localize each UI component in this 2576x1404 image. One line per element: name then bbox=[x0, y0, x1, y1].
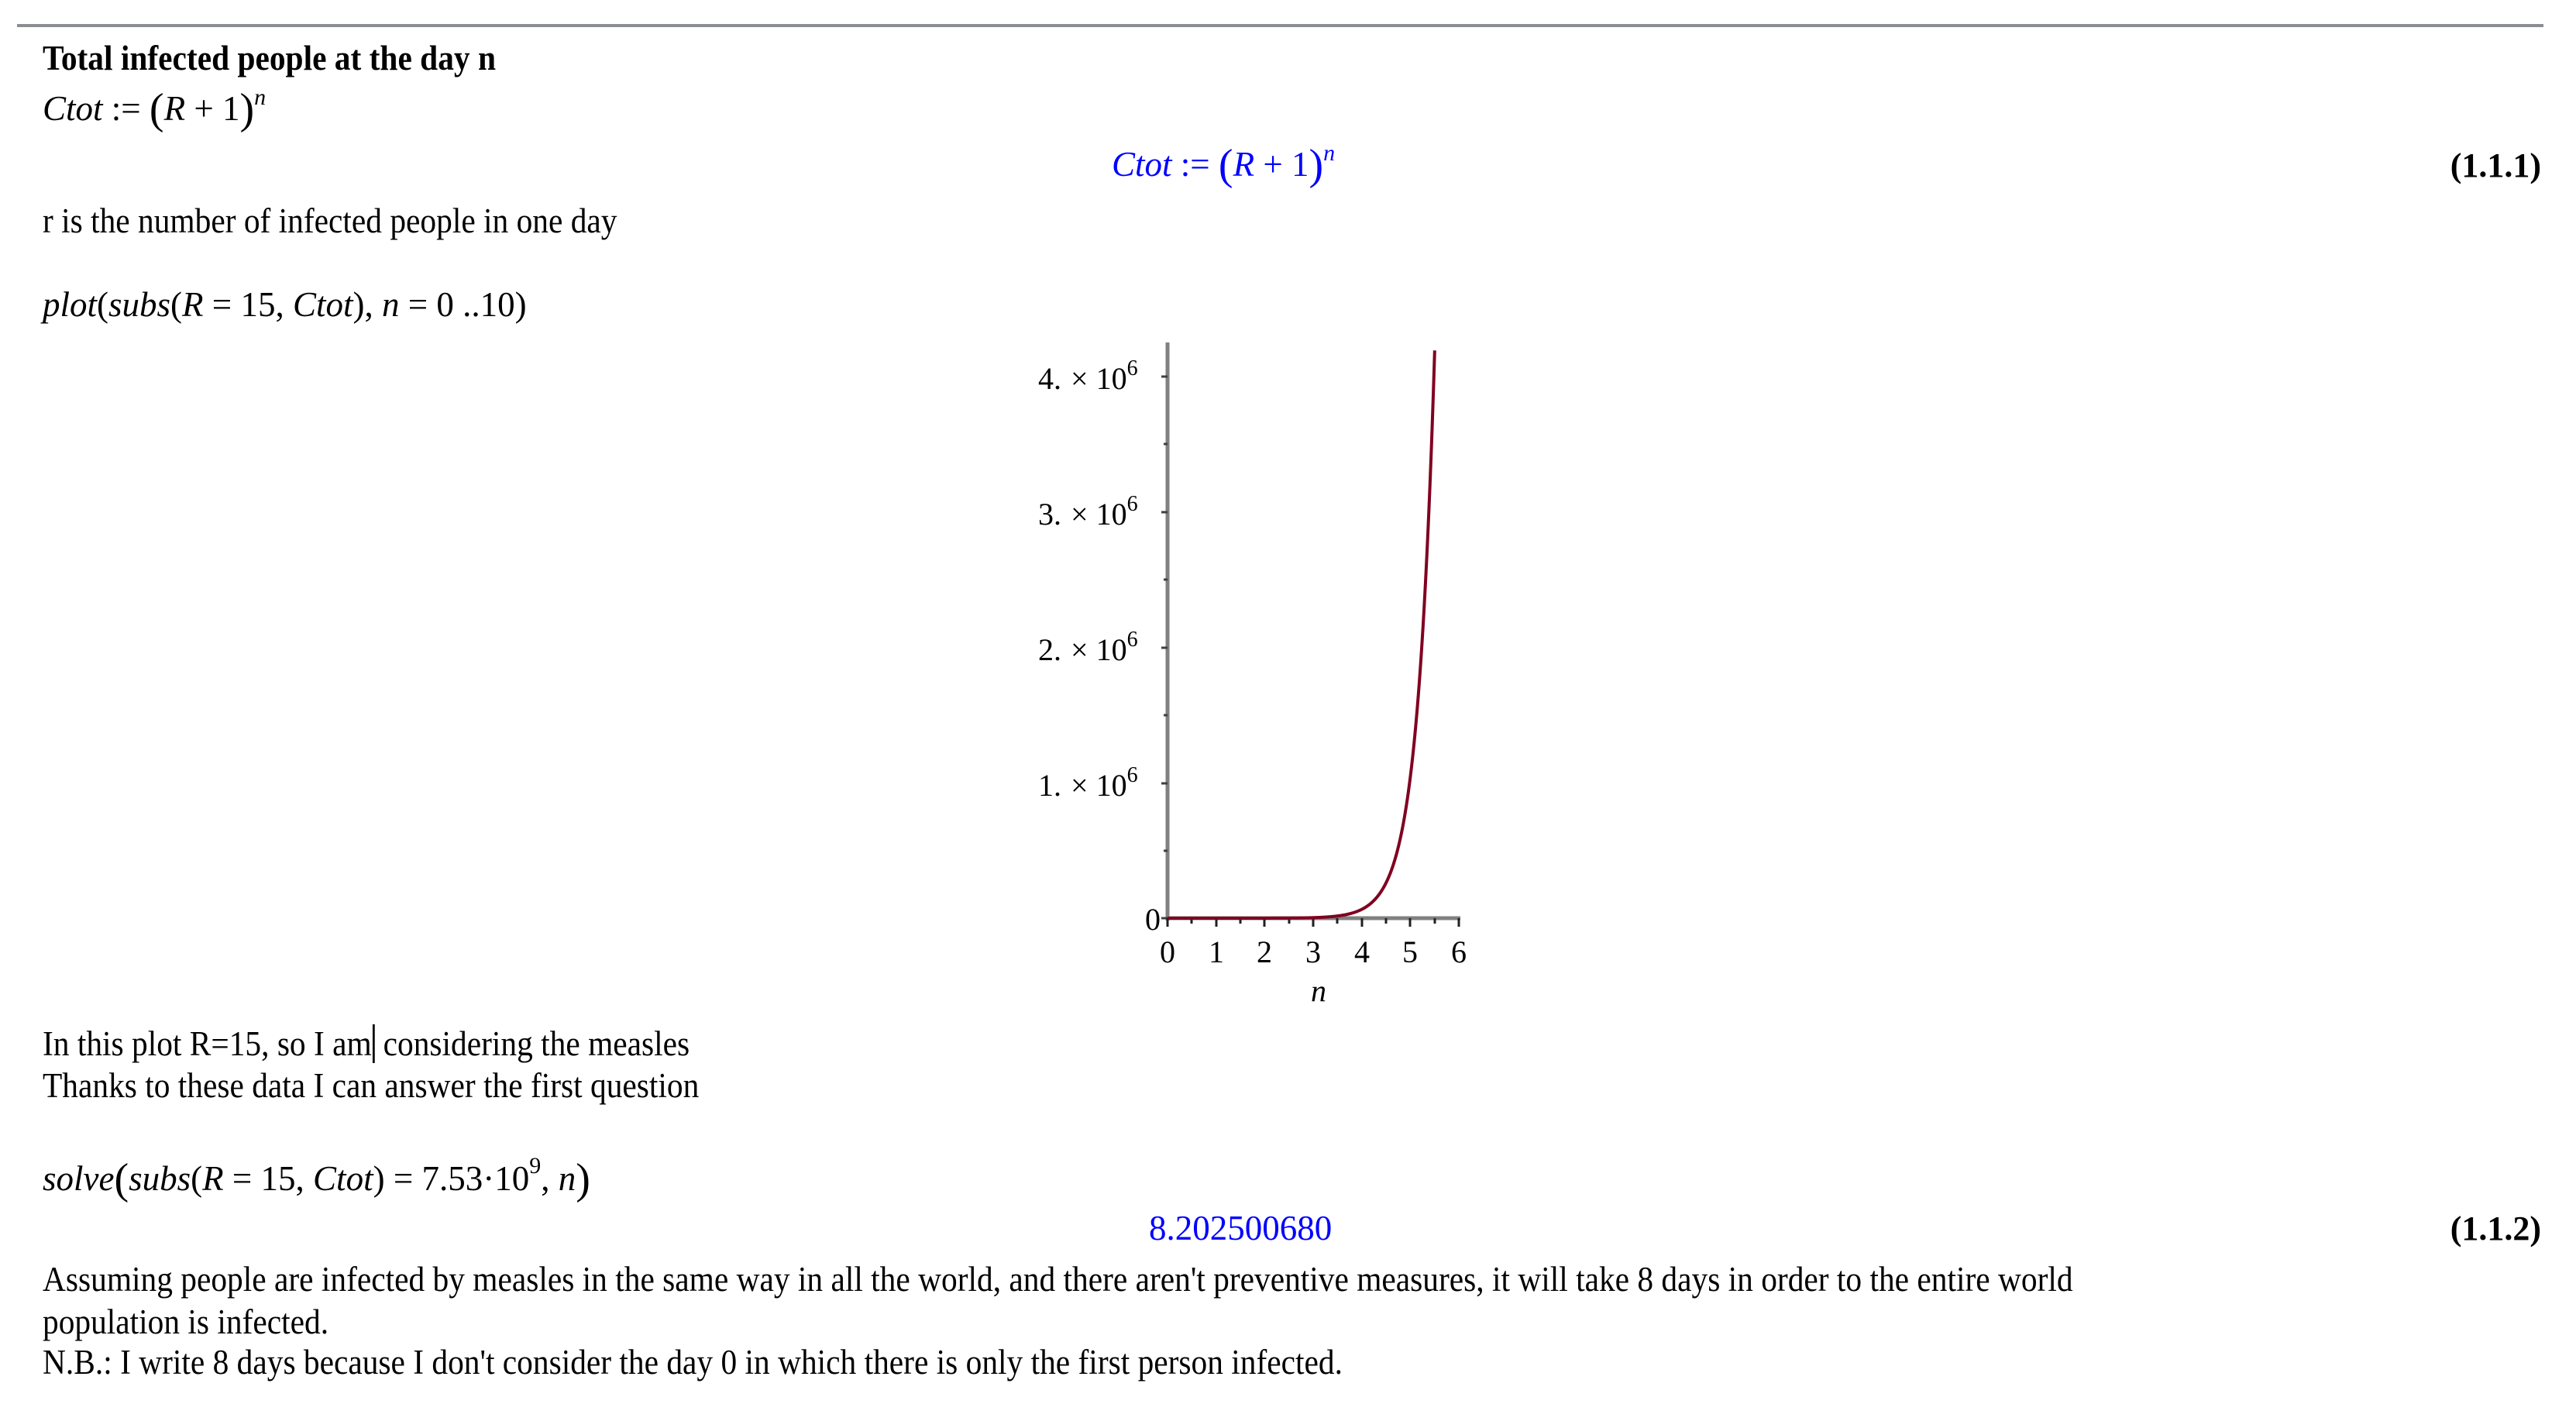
svg-text:1: 1 bbox=[1209, 934, 1224, 969]
output-ctot-definition bbox=[1112, 140, 1336, 190]
equation-label-1-1-1: (1.1.1) bbox=[2450, 146, 2541, 184]
exponent-n: n bbox=[1323, 140, 1336, 166]
conclusion-note: N.B.: I write 8 days because I don't consider the day 0 in which there is only the first person infected. bbox=[43, 1343, 1343, 1382]
close-paren: ) bbox=[1309, 141, 1324, 189]
plus-operator: + bbox=[194, 89, 214, 128]
close-paren: ) bbox=[576, 1155, 590, 1203]
assign-operator: := bbox=[1180, 145, 1210, 184]
exponential-growth-chart bbox=[1007, 325, 1503, 1023]
input-plot-command[interactable] bbox=[43, 284, 527, 325]
svg-text:6: 6 bbox=[1451, 934, 1467, 969]
open-paren: ( bbox=[191, 1159, 203, 1198]
svg-text:2: 2 bbox=[1257, 934, 1272, 969]
ctot-symbol: Ctot bbox=[292, 285, 353, 324]
ctot-symbol: Ctot bbox=[1112, 145, 1172, 184]
r-value: 15, bbox=[240, 285, 284, 324]
equals-operator: = bbox=[393, 1159, 414, 1198]
open-paren: ( bbox=[149, 85, 164, 133]
svg-text:0: 0 bbox=[1145, 902, 1161, 937]
conclusion-line-1: Assuming people are infected by measles in the same way in all the world, and there aren't preventive measures, it will take 8 days in order to the entire world bbox=[43, 1260, 2073, 1299]
svg-text:4: 4 bbox=[1354, 934, 1370, 969]
n-symbol: n bbox=[381, 285, 400, 324]
svg-text:0: 0 bbox=[1160, 934, 1175, 969]
text-line: In this plot R=15, so I am bbox=[43, 1024, 372, 1063]
text-cursor bbox=[373, 1024, 375, 1063]
close-paren: ) bbox=[239, 85, 255, 133]
conclusion-line-2: population is infected. bbox=[43, 1302, 329, 1341]
n-range: 0 ..10 bbox=[436, 285, 515, 324]
r-value: 15, bbox=[260, 1159, 304, 1198]
text-plot-explanation[interactable] bbox=[43, 1023, 690, 1065]
plot-function: plot bbox=[43, 285, 98, 324]
text-line: considering the measles bbox=[375, 1024, 690, 1063]
svg-text:3.×106: 3. × $10^6$ bbox=[1038, 492, 1138, 532]
r-symbol: R bbox=[202, 1159, 224, 1198]
exponent-n: n bbox=[254, 84, 267, 110]
subs-function: subs bbox=[108, 285, 171, 324]
solve-function: solve bbox=[43, 1159, 115, 1198]
comma: , bbox=[541, 1159, 550, 1198]
output-solve-result: 8.202500680 bbox=[1149, 1209, 1333, 1247]
equals-operator: = bbox=[408, 285, 428, 324]
y-tick-labels bbox=[1038, 356, 1161, 937]
close-paren: ), bbox=[353, 285, 373, 324]
curve-series bbox=[1168, 350, 1435, 918]
svg-text:4.×106: 4. × $10^6$ bbox=[1038, 356, 1138, 396]
input-ctot-definition[interactable] bbox=[43, 84, 267, 134]
power-exponent: 9 bbox=[529, 1153, 542, 1179]
multiply-dot: · bbox=[483, 1159, 495, 1198]
plus-operator: + bbox=[1263, 145, 1283, 184]
open-paren: ( bbox=[1218, 141, 1233, 189]
open-paren: ( bbox=[170, 285, 183, 324]
close-paren: ) bbox=[514, 285, 527, 324]
svg-text:3: 3 bbox=[1305, 934, 1321, 969]
plot-output[interactable] bbox=[1007, 325, 1503, 1023]
close-paren: ) bbox=[373, 1159, 385, 1198]
open-paren: ( bbox=[97, 285, 109, 324]
n-symbol: n bbox=[558, 1159, 576, 1198]
svg-text:1.×106: 1. × $10^6$ bbox=[1038, 763, 1138, 803]
section-heading: Total infected people at the day n bbox=[43, 39, 496, 77]
equals-operator: = bbox=[232, 1159, 253, 1198]
r-symbol: R bbox=[1233, 145, 1255, 184]
svg-text:2.×106: 2. × $10^6$ bbox=[1038, 628, 1138, 667]
equation-label-1-1-2: (1.1.2) bbox=[2450, 1210, 2541, 1247]
assign-operator: := bbox=[111, 89, 141, 128]
text-thanks-line: Thanks to these data I can answer the first question bbox=[43, 1066, 700, 1105]
section-divider bbox=[17, 24, 2543, 27]
open-paren: ( bbox=[114, 1155, 129, 1203]
power-base: 10 bbox=[494, 1159, 530, 1198]
text-r-definition: r is the number of infected people in one day bbox=[43, 201, 617, 240]
one-literal: 1 bbox=[222, 89, 240, 128]
x-tick-labels bbox=[1160, 934, 1467, 969]
ctot-symbol: Ctot bbox=[43, 89, 103, 128]
ctot-symbol: Ctot bbox=[313, 1159, 373, 1198]
r-symbol: R bbox=[182, 285, 204, 324]
input-solve-command[interactable] bbox=[43, 1153, 590, 1204]
svg-text:5: 5 bbox=[1402, 934, 1418, 969]
one-literal: 1 bbox=[1291, 145, 1309, 184]
x-axis-label: n bbox=[1311, 973, 1326, 1008]
subs-function: subs bbox=[129, 1159, 191, 1198]
equals-operator: = bbox=[212, 285, 232, 324]
population-coefficient: 7.53 bbox=[421, 1159, 483, 1198]
r-symbol: R bbox=[163, 89, 186, 128]
